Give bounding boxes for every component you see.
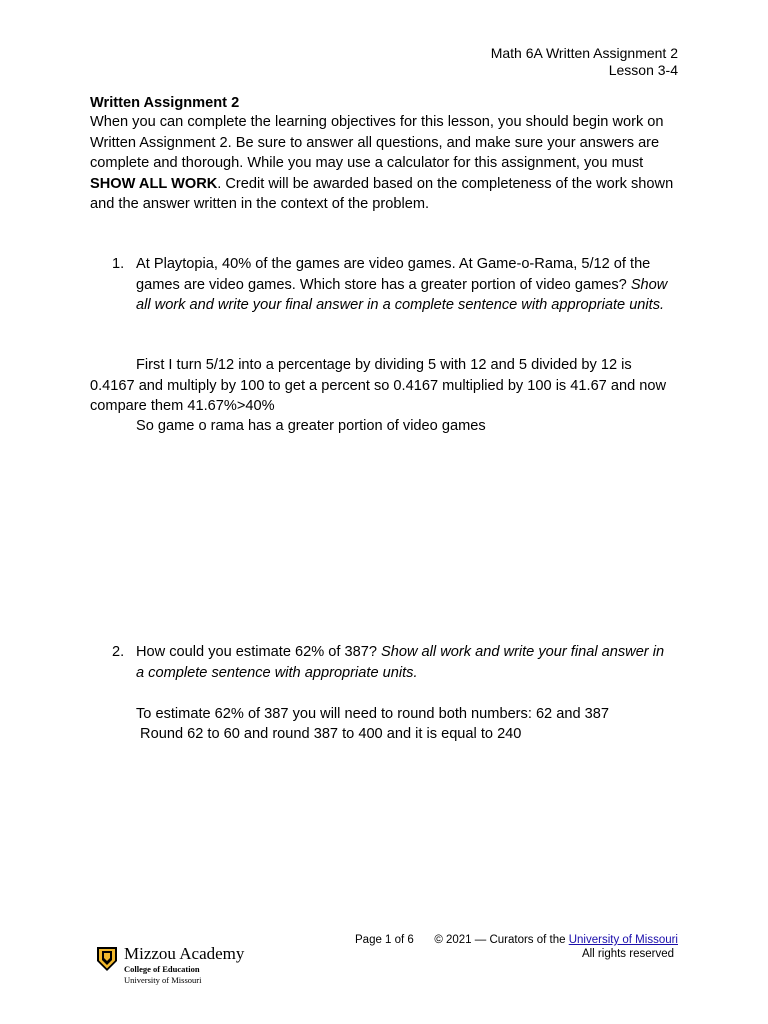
copyright (434, 933, 678, 947)
question-number: 1. (112, 256, 125, 272)
intro-text: When you can complete the learning objectives for this lesson, you should begin work on Written Assignment 2. Be sure to answer all questions, and make sure your answers are complete and thorough. While you may use a calculator for this assignment, you must (90, 114, 664, 172)
university-link[interactable]: University of Missouri (568, 934, 678, 946)
rights-text: All rights reserved (581, 948, 674, 960)
logo-university: University of Missouri (124, 975, 202, 985)
answer-1-line-2: So game o rama has a greater portion of video games (136, 418, 486, 434)
assignment-title: Written Assignment 2 (90, 95, 240, 111)
answer-1-line-1: First I turn 5/12 into a percentage by dividing 5 with 12 and 5 divided by 12 is 0.4167 and multiply by 100 to get a percent so 0.4167 multiplied by 100 is 41.67 and now compare them 41.67%>40% (90, 357, 667, 415)
answer-2-line-1: To estimate 62% of 387 you will need to round both numbers: 62 and 387 (136, 706, 609, 722)
page-number: Page 1 of 6 (355, 934, 414, 946)
intro-paragraph (90, 112, 682, 215)
logo-name: Mizzou Academy (124, 944, 245, 963)
question-text (136, 254, 676, 316)
page-header (491, 45, 678, 79)
logo-college: College of Education (124, 964, 200, 974)
copyright-text: © 2021 — Curators of the (434, 934, 569, 946)
question-instruction: Show all work and write your final answer in a complete sentence with appropriate units. (136, 276, 668, 314)
question-text (136, 642, 676, 683)
question-prompt: At Playtopia, 40% of the games are video games. At Game-o-Rama, 5/12 of the games are video games. Which store has a greater portion of video games? (136, 256, 651, 293)
header-lesson: Lesson 3-4 (608, 62, 678, 78)
answer-2-line-2: Round 62 to 60 and round 387 to 400 and it is equal to 240 (136, 726, 522, 742)
intro-text-end: . Credit will be awarded based on the completeness of the work shown and the answer written in the context of the problem. (90, 175, 674, 213)
mizzou-tiger-icon (96, 946, 118, 972)
question-prompt: How could you estimate 62% of 387? (136, 644, 381, 660)
header-course: Math 6A Written Assignment 2 (490, 45, 678, 61)
intro-bold: SHOW ALL WORK (90, 175, 218, 192)
question-instruction: Show all work and write your final answer in a complete sentence with appropriate units. (136, 644, 665, 681)
question-number: 2. (112, 644, 125, 660)
mizzou-academy-logo (96, 944, 245, 985)
